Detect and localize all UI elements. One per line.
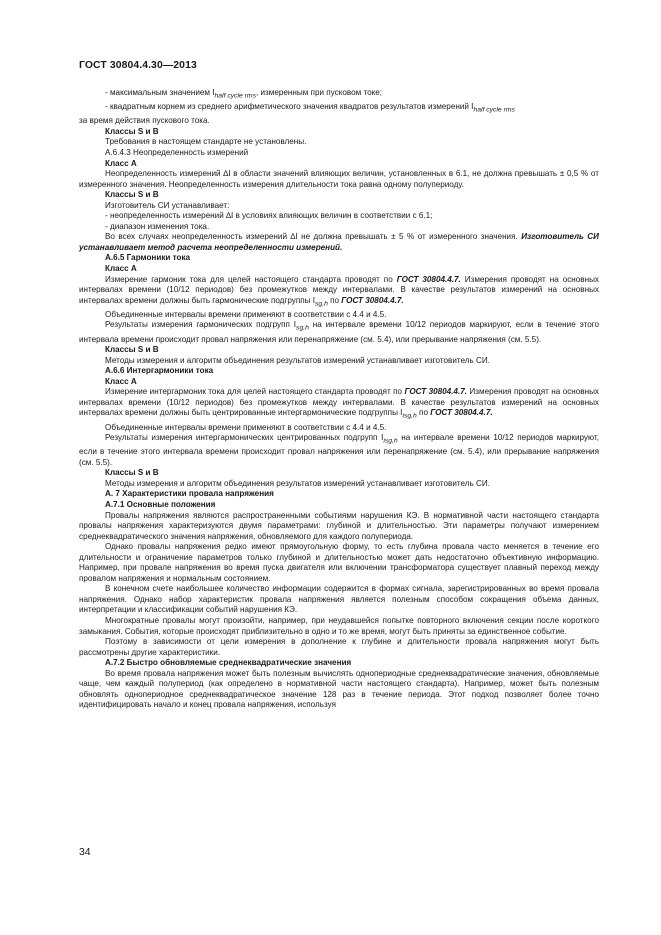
class-heading: Класс А [105,264,137,273]
list-item: - диапазон изменения тока. [105,221,210,231]
paragraph: Методы измерения и алгоритм объединения результатов измерений устанавливает изготовитель СИ. [105,478,490,488]
paragraph: Неопределенность измерений ∆I в области значений влияющих величин, установленных в 6.1, не должна превышать ± 0,5 % от измеренного значения. Неопределенность измерения длительности тока равна одному полупериоду. [79,169,599,189]
paragraph: Объединенные интервалы времени применяют в соответствии с 4.4 и 4.5. [105,422,387,432]
paragraph: Результаты измерения гармонических подгрупп $I_{sg,h}$ на интервале времени 10/12 периодов маркируют, если в течение этого интервала времени происходит провал напряжения или перенапряжение (см. 5.4), или прерывание напряжения (см. 5.5). [79,320,600,344]
page-content [79,88,599,711]
paragraph: Во всех случаях неопределенность измерений ∆I не должна превышать ± 5 % от измеренного значения. Изготовитель СИ устанавливает метод расчета неопределенности измерений. [79,232,600,252]
page-header-title: ГОСТ 30804.4.30—2013 [79,60,197,71]
page-number: 34 [79,847,91,858]
paragraph: Требования в настоящем стандарте не установлены. [105,137,307,147]
class-heading: Классы S и B [105,190,159,200]
paragraph: Результаты измерения интергармонических центрированных подгрупп $I_{isg,h}$ на интервале времени 10/12 периодов маркируют, если в течение этого интервала времени происходит провал напряжения или перенапряжение (см. 5.4), или прерывание напряжения (см. 5.5). [79,433,599,467]
paragraph: Объединенные интервалы времени применяют в соответствии с 4.4 и 4.5. [105,309,387,319]
paragraph: Поэтому в зависимости от цели измерения в дополнение к глубине и длительности провала напряжения могут быть рассмотрены другие характеристики. [79,637,599,657]
list-item: - максимальным значением $I_{half cycle rms}$, измеренным при пусковом токе; [105,88,383,100]
class-heading: Классы S и B [105,345,159,355]
paragraph: Измерение интергармоник тока для целей настоящего стандарта проводят по ГОСТ 30804.4.7. Измерения проводят на основных интервалах времени (10/12 периодов) без промежутков между интервалами. В качестве результатов измерений на основных интервалах времени должны быть центрированные интергармонические подгруппы $I_{isg,h}$ по ГОСТ 30804.4.7. [79,387,599,420]
class-heading: Классы S и B [105,126,159,136]
list-item: - неопределенность измерений ∆I в условиях влияющих величин в соответствии с 6.1; [105,211,433,221]
subsection-title: А.6.6 Интергармоники тока [105,366,214,376]
paragraph: Однако провалы напряжения редко имеют прямоугольную форму, то есть глубина провала часто меняется в течение его длительности и ограничение параметров только глубиной и длительностью может дать недостаточно объективную информацию. Например, при провале напряжения во время пуска двигателя или включении трансформатора существует плавный переход между провалом напряжения и нормальным состоянием. [79,542,599,583]
subsection-title: А.6.4.3 Неопределенность измерений [105,147,249,157]
paragraph: за время действия пускового тока. [79,116,210,126]
subsection-title: А.7.2 Быстро обновляемые среднеквадратические значения [105,658,352,668]
class-heading: Классы S и B [105,468,159,478]
class-heading: Класс А [105,376,137,386]
paragraph: Многократные провалы могут произойти, например, при неудавшейся попытке повторного включения секции после короткого замыкания. События, которые происходят приблизительно в одно и то же время, могут быть приняты за единственное событие. [79,616,599,636]
class-heading: Класс А [105,158,137,168]
paragraph: Изготовитель СИ устанавливает: [105,200,230,210]
subsection-title: А.7.1 Основные положения [105,499,216,509]
paragraph: Провалы напряжения являются распространенными событиями нарушения КЭ. В нормативной части настоящего стандарта провалы напряжения характеризуются двумя параметрами: глубиной и длительностью. Эти параметры получают измерением среднеквадратического значения напряжения, обновляемого для каждого полупериода. [79,510,599,541]
paragraph: Измерение гармоник тока для целей настоящего стандарта проводят по ГОСТ 30804.4.7. Измерения проводят на основных интервалах времени (10/12 периодов) без промежутков между интервалами. В качестве результатов измерений на основных интервалах времени должны быть гармонические подгруппы $I_{sg,h}$ по ГОСТ 30804.4.7. [79,274,599,308]
section-title: А. 7 Характеристики провала напряжения [105,489,274,499]
paragraph: Методы измерения и алгоритм объединения результатов измерений устанавливает изготовитель СИ. [105,355,490,365]
subsection-title: А.6.5 Гармоники тока [105,253,191,263]
paragraph: Во время провала напряжения может быть полезным вычислять однопериодные среднеквадратические значения, обновляемые чаще, чем каждый полупериод (как определено в нормативной части настоящего стандарта). Например, может быть полезным обновлять однопериодное среднеквадратическое значение 128 раз в течение периода. Этот подход позволяет более точно идентифицировать начало и конец провала напряжения, используя [79,668,599,710]
paragraph: В конечном счете наибольшее количество информации содержится в формах сигнала, зарегистрированных во время провала напряжения. Однако набор характеристик провала напряжения является полезным способом сокращения объема данных, интерпретации и классификации событий нарушения КЭ. [79,584,599,615]
list-item: - квадратным корнем из среднего арифметического значения квадратов результатов измерений $I_{half cycle rms}$ [105,102,515,114]
